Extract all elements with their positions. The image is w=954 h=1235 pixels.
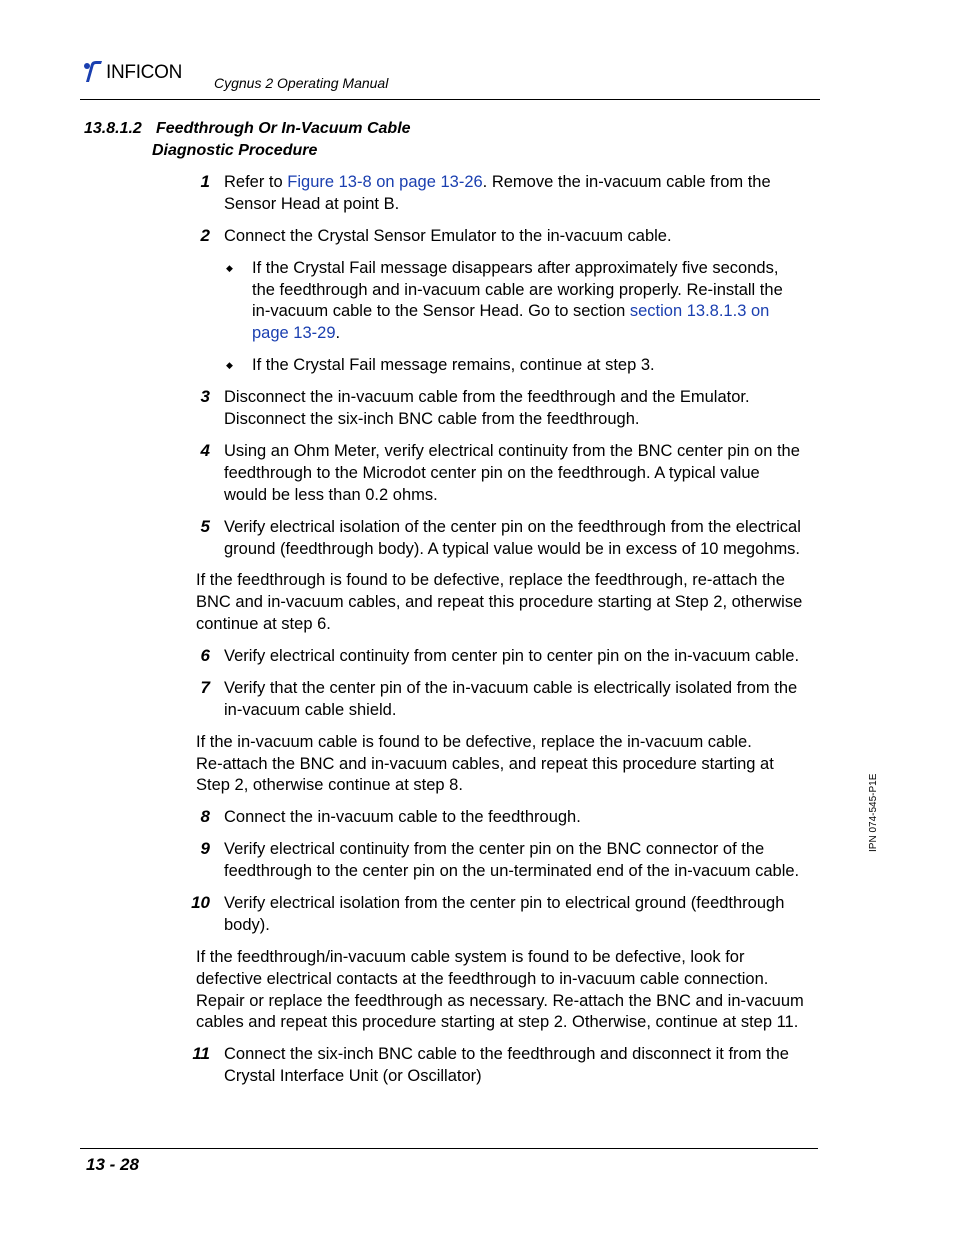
step-text: Disconnect the in-vacuum cable from the feedthrough and the Emulator.: [224, 388, 750, 406]
step-text: would be less than 0.2 ohms.: [224, 486, 438, 504]
manual-title: Cygnus 2 Operating Manual: [214, 75, 389, 91]
step-text: ground (feedthrough body). A typical value would be in excess of 10 megohms.: [224, 540, 801, 558]
paragraph-text: defective electrical contacts at the feedthrough to in-vacuum cable connection.: [196, 970, 769, 988]
paragraph-text: cables and repeat this procedure starting at step 2. Otherwise, continue at step 11.: [196, 1013, 799, 1031]
page-number: 13 - 28: [86, 1155, 139, 1174]
step-text: Verify electrical isolation of the center pin on the feedthrough from the electrical: [224, 518, 801, 536]
step-text: Verify that the center pin of the in-vacuum cable is electrically isolated from the: [224, 679, 798, 697]
header-rule: [80, 99, 820, 100]
bullet-text: page 13-29.: [252, 324, 341, 342]
step-text: Verify electrical continuity from center pin to center pin on the in-vacuum cable.: [224, 647, 800, 665]
section-title-line2: Diagnostic Procedure: [152, 142, 318, 159]
step-number: 3: [200, 387, 210, 406]
paragraph-text: Re-attach the BNC and in-vacuum cables, and repeat this procedure starting at: [196, 755, 774, 773]
step-number: 9: [200, 839, 210, 858]
section-title-line1: Feedthrough Or In-Vacuum Cable: [156, 120, 411, 137]
step-text: Disconnect the six-inch BNC cable from the feedthrough.: [224, 410, 640, 428]
paragraph-text: If the feedthrough is found to be defective, replace the feedthrough, re-attach the: [196, 571, 785, 589]
step-number: 11: [192, 1044, 210, 1063]
step-text: Verify electrical continuity from the center pin on the BNC connector of the: [224, 840, 765, 858]
step-number: 8: [200, 807, 210, 826]
step-number: 2: [200, 226, 210, 245]
figure-link[interactable]: Figure 13-8 on page 13-26: [287, 173, 483, 191]
bullet-text: the feedthrough and in-vacuum cable are working properly. Re-install the: [252, 281, 783, 299]
step-number: 1: [200, 172, 210, 191]
paragraph-text: If the in-vacuum cable is found to be defective, replace the in-vacuum cable.: [196, 733, 752, 751]
page-link[interactable]: page 13-29: [252, 324, 336, 342]
bullet-text: in-vacuum cable to the Sensor Head. Go to section section 13.8.1.3 on: [252, 302, 770, 320]
section-link[interactable]: section 13.8.1.3 on: [629, 302, 770, 320]
step-text: feedthrough to the center pin on the un-terminated end of the in-vacuum cable.: [224, 862, 800, 880]
step-text: Connect the in-vacuum cable to the feedthrough.: [224, 808, 581, 826]
paragraph-text: continue at step 6.: [196, 615, 331, 633]
inficon-logo-icon: [82, 60, 104, 84]
step-number: 7: [200, 678, 210, 697]
paragraph-text: Step 2, otherwise continue at step 8.: [196, 776, 463, 794]
step-text: Verify electrical isolation from the center pin to electrical ground (feedthrough: [224, 894, 785, 912]
step-text: Using an Ohm Meter, verify electrical continuity from the BNC center pin on the: [224, 442, 800, 460]
bullet-text: If the Crystal Fail message disappears after approximately five seconds,: [252, 259, 779, 277]
bullet-diamond-icon: ◆: [226, 360, 233, 370]
step-text: Connect the six-inch BNC cable to the feedthrough and disconnect it from the: [224, 1045, 789, 1063]
bullet-text: If the Crystal Fail message remains, continue at step 3.: [252, 356, 655, 374]
step-number: 4: [200, 441, 210, 460]
step-number: 5: [200, 517, 210, 536]
paragraph-text: If the feedthrough/in-vacuum cable system is found to be defective, look for: [196, 948, 745, 966]
step-text: Sensor Head at point B.: [224, 195, 400, 213]
step-text: in-vacuum cable shield.: [224, 701, 397, 719]
step-number: 6: [200, 646, 210, 665]
section-number: 13.8.1.2: [84, 120, 142, 137]
ipn-label: IPN 074-545-P1E: [868, 773, 879, 852]
step-text: Connect the Crystal Sensor Emulator to the in-vacuum cable.: [224, 227, 672, 245]
step-text: feedthrough to the Microdot center pin on the feedthrough. A typical value: [224, 464, 760, 482]
inficon-logo: [82, 60, 182, 84]
step-text: body).: [224, 916, 270, 934]
step-text: Refer to Figure 13-8 on page 13-26. Remove the in-vacuum cable from the: [224, 173, 771, 191]
footer-rule: [80, 1148, 818, 1149]
paragraph-text: BNC and in-vacuum cables, and repeat this procedure starting at Step 2, otherwise: [196, 593, 803, 611]
logo-text: INFICON: [106, 61, 183, 83]
bullet-diamond-icon: ◆: [226, 263, 233, 273]
paragraph-text: Repair or replace the feedthrough as necessary. Re-attach the BNC and in-vacuum: [196, 992, 804, 1010]
step-text: Crystal Interface Unit (or Oscillator): [224, 1067, 482, 1085]
step-number: 10: [191, 893, 210, 912]
